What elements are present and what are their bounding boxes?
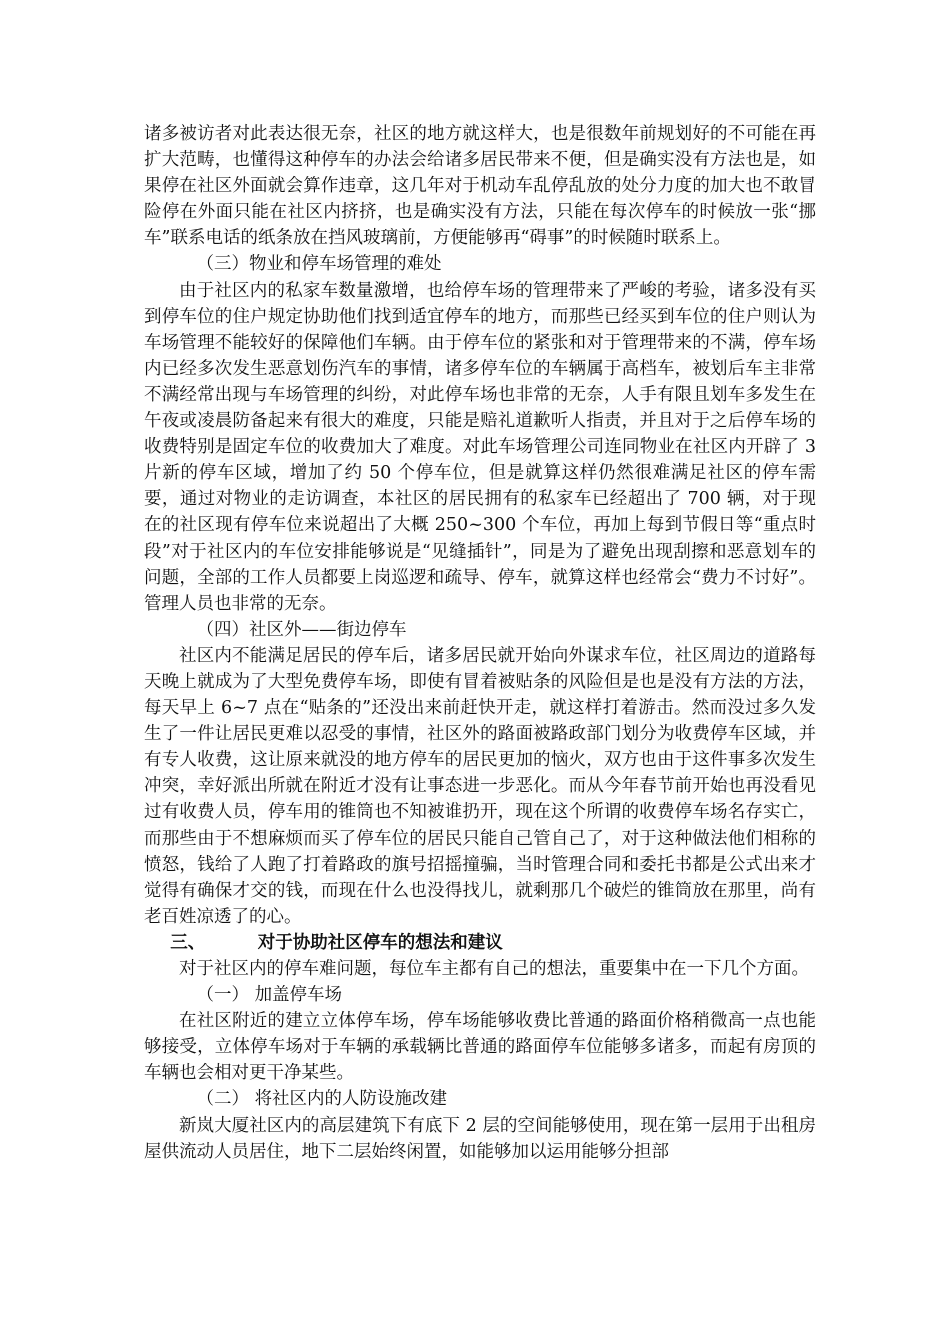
subheading-street-parking: （四）社区外——街边停车 (196, 619, 407, 640)
document-page (144, 121, 816, 1165)
body-paragraph: 由于社区内的私家车数量激增，也给停车场的管理带来了严峻的考验，诸多没有买到停车位的住户规定协助他们找到适宜停车的地方，而那些已经买到车位的住户则认为车场管理不能较好的保障他们车辆。由于停车位的紧张和对于管理带来的不满，停车场内已经多次发生恶意划伤汽车的事情，诸多停车位的车辆属于高档车，被划后车主非常不满经常出现与车场管理的纠纷，对此停车场也非常的无奈，人手有限且划车多发生在午夜或凌晨防备起来有很大的难度，只能是赔礼道歉听人指责，并且对于之后停车场的收费特别是固定车位的收费加大了难度。对此车场管理公司连同物业在社区内开辟了 3 片新的停车区域，增加了约 50 个停车位，但是就算这样仍然很难满足社区的停车需要，通过对物业的走访调查，本社区的居民拥有的私家车已经超出了 700 辆，对于现在的社区现有停车位来说超出了大概 250~300 个车位，再加上每到节假日等“重点时段”对于社区内的车位安排能够说是“见缝插针”，同是为了避免出现刮擦和恶意划车的问题，全部的工作人员都要上岗巡逻和疏导、停车，就算这样也经常会“费力不讨好”。管理人员也非常的无奈。 (144, 280, 816, 614)
body-paragraph: 在社区附近的建立立体停车场，停车场能够收费比普通的路面价格稍微高一点也能够接受，立体停车场对于车辆的承载辆比普通的路面停车位能够多诸多，而起有房顶的车辆也会相对更干净某些。 (144, 1011, 816, 1084)
body-paragraph: 对于社区内的停车难问题，每位车主都有自己的想法，重要集中在一下几个方面。 (179, 959, 809, 979)
section-number: 三、 (170, 932, 206, 953)
body-paragraph: 新岚大厦社区内的高层建筑下有底下 2 层的空间能够使用，现在第一层用于出租房屋供流动人员居住，地下二层始终闲置，如能够加以运用能够分担部 (144, 1115, 816, 1162)
body-paragraph: 社区内不能满足居民的停车后，诸多居民就开始向外谋求车位，社区周边的道路每天晚上就成为了大型免费停车场，即使有冒着被贴条的风险但是也是没有方法的方法，每天早上 6~7 点在“贴条的”还没出来前赶快开走，就这样打着游击。然而没过多久发生了一件让居民更难以忍受的事情，社区外的路面被路政部门划分为收费停车区域，并有专人收费，这让原来就没的地方停车的居民更加的恼火，双方也由于这件事多次发生冲突，幸好派出所就在附近才没有让事态进一步恶化。而从今年春节前开始也再没看见过有收费人员，停车用的锥筒也不知被谁扔开，现在这个所谓的收费停车场名存实亡，而那些由于不想麻烦而买了停车位的居民只能自己管自己了，对于这种做法他们相称的愤怒，钱给了人跑了打着路政的旗号招摇撞骗，当时管理合同和委托书都是公式出来才觉得有确保才交的钱，而现在什么也没得找儿，就剩那几个破烂的锥筒放在那里，尚有老百姓凉透了的心。 (144, 645, 816, 927)
subheading-add-parking: （一） 加盖停车场 (196, 985, 343, 1006)
body-paragraph: 诸多被访者对此表达很无奈，社区的地方就这样大，也是很数年前规划好的不可能在再扩大范畴，也懂得这种停车的办法会给诸多居民带来不便，但是确实没有方法也是，如果停在社区外面就会算作违章，这几年对于机动车乱停乱放的处分力度的加大也不敢冒险停在外面只能在社区内挤挤，也是确实没有方法，只能在每次停车的时候放一张“挪车”联系电话的纸条放在挡风玻璃前，方便能够再“碍事”的时候随时联系上。 (144, 124, 816, 249)
section-title: 对于协助社区停车的想法和建议 (257, 932, 503, 953)
subheading-property-management: （三）物业和停车场管理的难处 (196, 254, 442, 275)
section-heading (144, 930, 816, 956)
subheading-civil-defense: （二） 将社区内的人防设施改建 (196, 1089, 448, 1110)
